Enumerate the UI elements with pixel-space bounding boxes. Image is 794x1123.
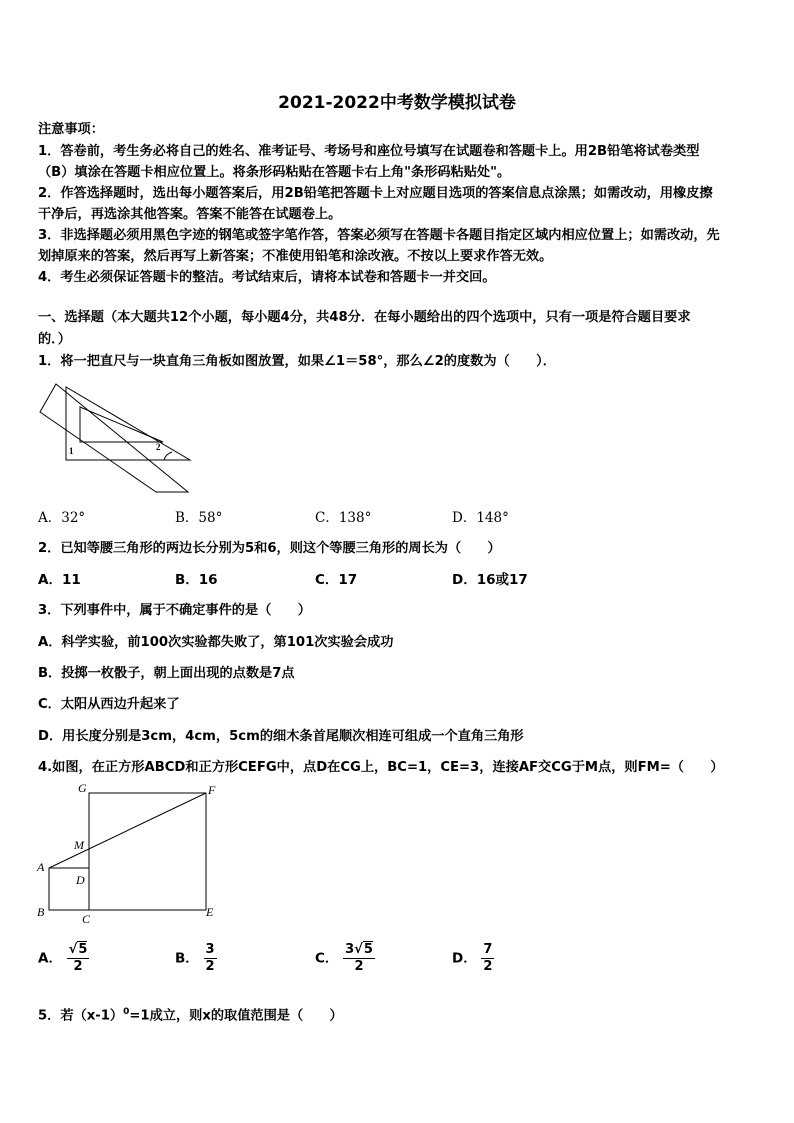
angle-1-label: 1 <box>69 446 74 456</box>
angle-2-label: 2 <box>156 442 161 452</box>
option-letter: A． <box>38 950 62 967</box>
q2-option-a: A．11 <box>38 572 81 588</box>
section-heading: 一、选择题（本大题共12个小题，每小题4分，共48分．在每小题给出的四个选项中，只有一项是符合题目要求 <box>38 310 691 325</box>
q2-option-d: D．16或17 <box>452 572 528 588</box>
ruler-triangle-figure <box>38 382 198 497</box>
q1-option-b: B．58° <box>175 510 223 526</box>
label-a: A <box>37 860 45 874</box>
ruler-shape <box>40 384 188 492</box>
notice-item: 4．考生必须保证答题卡的整洁。考试结束后，请将本试卷和答题卡一并交回。 <box>38 270 496 285</box>
segment-af <box>49 793 206 868</box>
notice-heading: 注意事项： <box>38 122 104 137</box>
triangle-board-outer <box>66 387 190 460</box>
q1-option-d: D．148° <box>452 510 509 526</box>
label-f: F <box>208 783 216 797</box>
triangle-board-inner <box>80 407 163 442</box>
question-4-stem: 4.如图，在正方形ABCD和正方形CEFG中，点D在CG上，BC=1，CE=3，连接AF交CG于M点，则FM=（ ） <box>38 760 724 775</box>
q4-option-b <box>175 942 217 975</box>
label-e: E <box>206 905 214 919</box>
notice-item: 1．答卷前，考生务必将自己的姓名、准考证号、考场号和座位号填写在试题卷和答题卡上。用2B铅笔将试卷类型 <box>38 144 700 159</box>
square-cefg <box>89 793 206 910</box>
q3-option-b: B．投掷一枚骰子，朝上面出现的点数是7点 <box>38 666 295 681</box>
label-d: D <box>76 873 85 887</box>
label-b: B <box>37 905 45 919</box>
notice-item: （B）填涂在答题卡相应位置上。将条形码粘贴在答题卡右上角"条形码粘贴处"。 <box>38 165 511 180</box>
q3-option-c: C．太阳从西边升起来了 <box>38 697 180 712</box>
label-c: C <box>82 912 91 925</box>
notice-item: 划掉原来的答案，然后再写上新答案；不准使用铅笔和涂改液。不按以上要求作答无效。 <box>38 249 553 264</box>
squares-figure <box>34 780 224 925</box>
question-2-stem: 2．已知等腰三角形的两边长分别为5和6，则这个等腰三角形的周长为（ ） <box>38 541 501 556</box>
option-letter: C． <box>315 950 339 967</box>
notice-item: 2．作答选择题时，选出每小题答案后，用2B铅笔把答题卡上对应题目选项的答案信息点涂黑；如需改动，用橡皮擦 <box>38 186 713 201</box>
page-title: 2021-2022中考数学模拟试卷 <box>278 93 516 113</box>
q3-option-a: A．科学实验，前100次实验都失败了，第101次实验会成功 <box>38 635 394 650</box>
section-heading-cont: 的．） <box>38 332 71 347</box>
fraction: $\frac{√5}{2}$ <box>68 942 88 974</box>
q3-option-d: D．用长度分别是3cm，4cm，5cm的细木条首尾顺次相连可组成一个直角三角形 <box>38 729 524 744</box>
label-m: M <box>74 838 84 852</box>
fraction: $\frac{3}{2}$ <box>205 942 215 974</box>
angle-2-arc <box>164 452 172 460</box>
q2-option-c: C．17 <box>315 572 358 588</box>
fraction: $\frac{7}{2}$ <box>483 942 493 974</box>
question-3-stem: 3．下列事件中，属于不确定事件的是（ ） <box>38 603 311 618</box>
q1-option-c: C．138° <box>315 510 372 526</box>
question-5-stem: 5．若$(x-1)^0=1$成立，则x的取值范围是（ ） <box>38 1007 343 1024</box>
notice-item: 干净后，再选涂其他答案。答案不能答在试题卷上。 <box>38 207 342 222</box>
q4-option-c <box>315 942 375 975</box>
q4-option-d <box>452 942 494 975</box>
fraction: $\frac{3√5}{2}$ <box>345 942 373 974</box>
notice-item: 3．非选择题必须用黑色字迹的钢笔或签字笔作答，答案必须写在答题卡各题目指定区域内相应位置上；如需改动，先 <box>38 228 720 243</box>
question-1-stem: 1．将一把直尺与一块直角三角板如图放置，如果∠1＝58°，那么∠2的度数为（ ）． <box>38 354 556 369</box>
q4-option-a <box>38 942 89 975</box>
q2-option-b: B．16 <box>175 572 218 588</box>
label-g: G <box>78 781 87 795</box>
q1-option-a: A．32° <box>38 510 86 526</box>
option-letter: B． <box>175 950 199 967</box>
option-letter: D． <box>452 950 477 967</box>
